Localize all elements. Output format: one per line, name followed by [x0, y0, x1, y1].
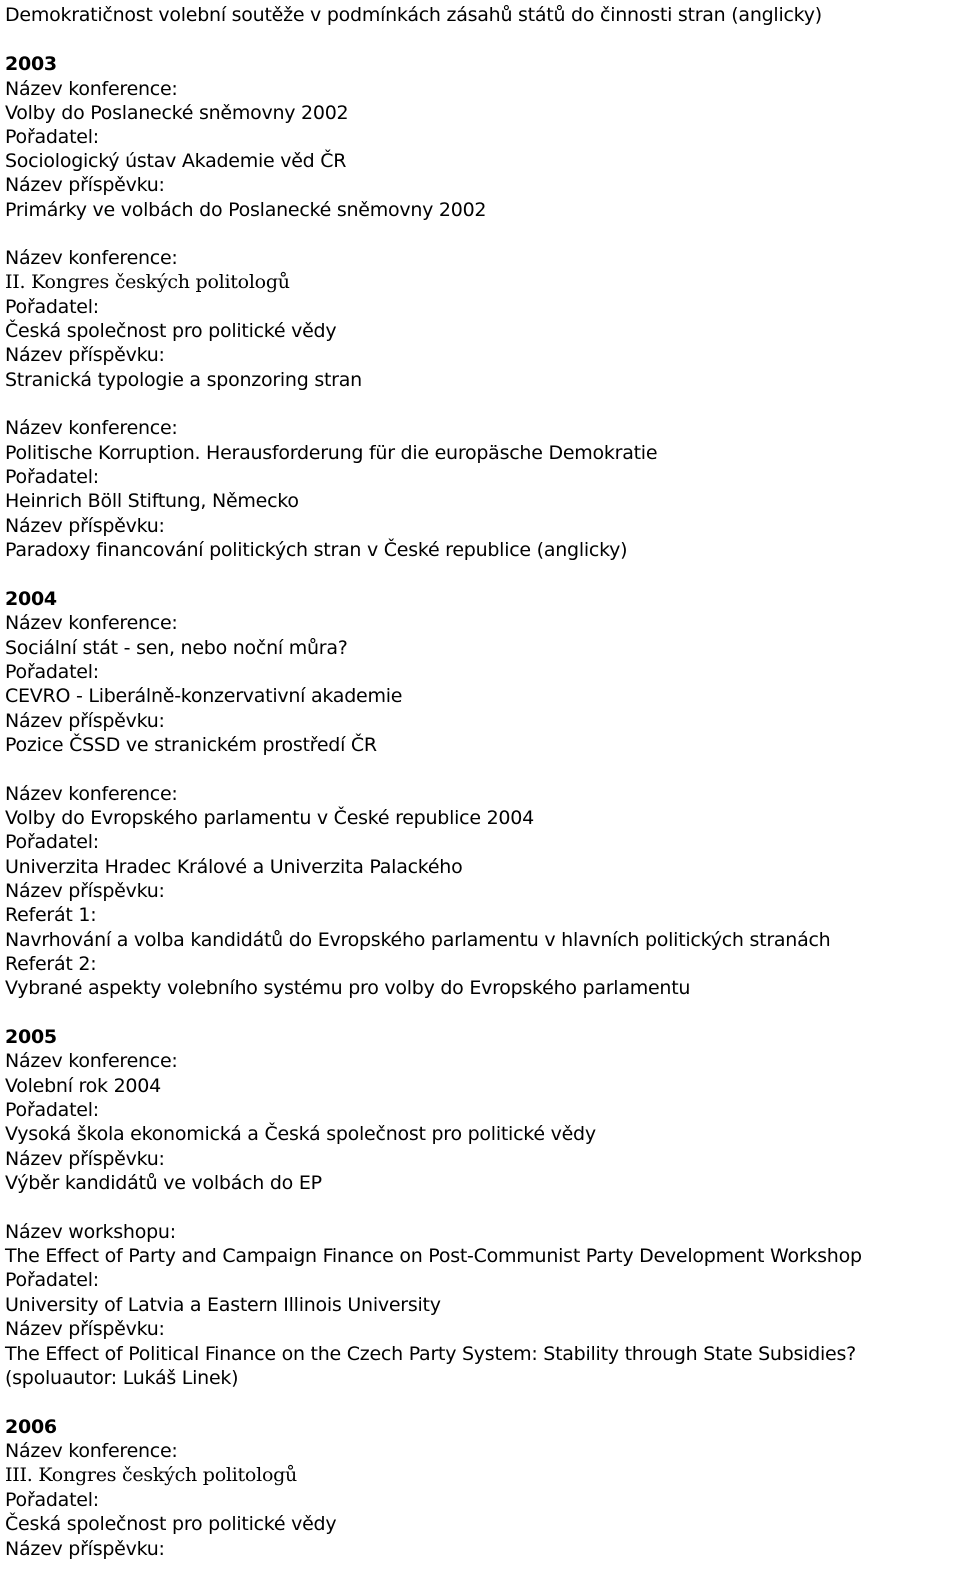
year-heading: 2006	[5, 1416, 57, 1438]
field-value: III. Kongres českých politologů	[5, 1464, 298, 1486]
field-value: Sociální stát - sen, nebo noční můra?	[5, 637, 348, 659]
field-value: Česká společnost pro politické vědy	[5, 320, 337, 342]
field-label: Pořadatel:	[5, 831, 99, 853]
field-value: The Effect of Political Finance on the Czech Party System: Stability through State Subsidies?	[5, 1343, 856, 1365]
field-value: CEVRO - Liberálně-konzervativní akademie	[5, 685, 403, 707]
field-value: Sociologický ústav Akademie věd ČR	[5, 150, 347, 172]
field-label: Název příspěvku:	[5, 515, 165, 537]
field-label: Pořadatel:	[5, 296, 99, 318]
field-label: Název workshopu:	[5, 1221, 176, 1243]
field-value: Stranická typologie a sponzoring stran	[5, 369, 362, 391]
field-value: Primárky ve volbách do Poslanecké sněmovny 2002	[5, 199, 487, 221]
field-label: Název konference:	[5, 783, 178, 805]
field-label: Pořadatel:	[5, 1099, 99, 1121]
field-label: Název konference:	[5, 1440, 178, 1462]
field-label: Název konference:	[5, 417, 178, 439]
field-value: Heinrich Böll Stiftung, Německo	[5, 490, 299, 512]
field-value: Volební rok 2004	[5, 1075, 161, 1097]
field-value: Česká společnost pro politické vědy	[5, 1513, 337, 1535]
field-value: Paradoxy financování politických stran v České republice (anglicky)	[5, 539, 628, 561]
field-value: Univerzita Hradec Králové a Univerzita Palackého	[5, 856, 463, 878]
field-label: Referát 2:	[5, 953, 97, 975]
field-label: Pořadatel:	[5, 126, 99, 148]
year-heading: 2005	[5, 1026, 57, 1048]
year-heading: 2004	[5, 588, 57, 610]
field-value: Pozice ČSSD ve stranickém prostředí ČR	[5, 734, 377, 756]
field-label: Název konference:	[5, 1050, 178, 1072]
field-value: The Effect of Party and Campaign Finance on Post-Communist Party Development Workshop	[5, 1245, 862, 1267]
year-heading: 2003	[5, 53, 57, 75]
field-label: Název příspěvku:	[5, 1318, 165, 1340]
field-label: Pořadatel:	[5, 1489, 99, 1511]
field-value: Volby do Poslanecké sněmovny 2002	[5, 102, 349, 124]
field-label: Název konference:	[5, 247, 178, 269]
field-value: Výběr kandidátů ve volbách do EP	[5, 1172, 322, 1194]
field-label: Referát 1:	[5, 904, 97, 926]
field-label: Název příspěvku:	[5, 710, 165, 732]
field-label: Název příspěvku:	[5, 1148, 165, 1170]
field-label: Název konference:	[5, 612, 178, 634]
field-value: Vysoká škola ekonomická a Česká společnost pro politické vědy	[5, 1123, 596, 1145]
field-value: Volby do Evropského parlamentu v České republice 2004	[5, 807, 534, 829]
field-value: Politische Korruption. Herausforderung für die europäsche Demokratie	[5, 442, 658, 464]
field-label: Název příspěvku:	[5, 1538, 165, 1560]
field-label: Název konference:	[5, 78, 178, 100]
field-value: Navrhování a volba kandidátů do Evropského parlamentu v hlavních politických stranách	[5, 929, 831, 951]
field-value-continued: (spoluautor: Lukáš Linek)	[5, 1367, 239, 1389]
field-label: Název příspěvku:	[5, 344, 165, 366]
field-label: Pořadatel:	[5, 1269, 99, 1291]
field-value: II. Kongres českých politologů	[5, 271, 290, 293]
intro-text: Demokratičnost volební soutěže v podmínkách zásahů států do činnosti stran (anglicky)	[5, 4, 822, 26]
field-value: Vybrané aspekty volebního systému pro volby do Evropského parlamentu	[5, 977, 691, 999]
field-label: Pořadatel:	[5, 466, 99, 488]
field-label: Název příspěvku:	[5, 880, 165, 902]
field-value: University of Latvia a Eastern Illinois University	[5, 1294, 441, 1316]
field-label: Pořadatel:	[5, 661, 99, 683]
field-label: Název příspěvku:	[5, 174, 165, 196]
